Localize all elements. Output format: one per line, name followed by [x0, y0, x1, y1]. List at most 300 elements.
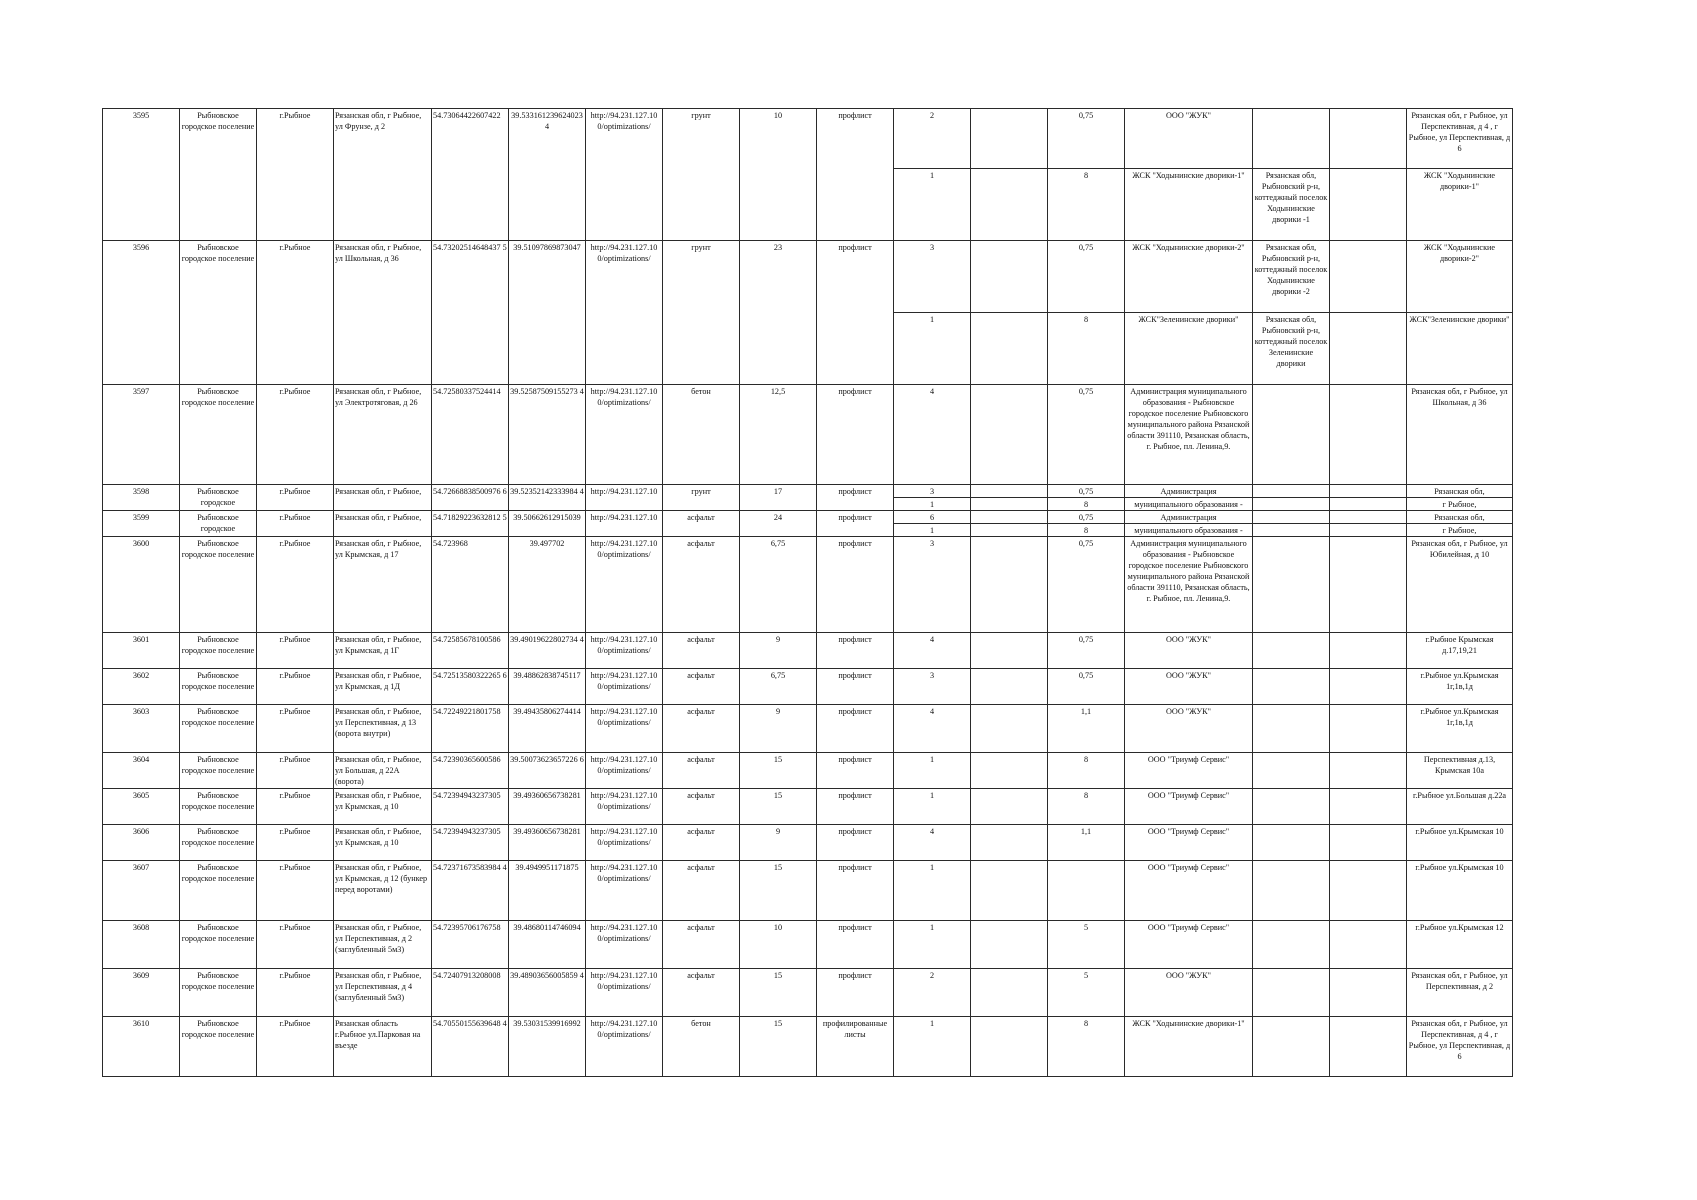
area-cell: 12,5: [740, 385, 817, 485]
table-row: [103, 861, 1513, 921]
blank-cell: [971, 921, 1048, 969]
settlement-cell: Рыбновское городское поселение: [180, 241, 257, 385]
owner-address-cell: [1253, 485, 1330, 498]
waste-sources-cell: г.Рыбное ул.Крымская 1г,1в,1д: [1407, 705, 1513, 753]
settlement-cell: Рыбновское городское поселение: [180, 825, 257, 861]
blank-cell: [1330, 1017, 1407, 1077]
surface-cell: грунт: [663, 485, 740, 511]
fence-cell: профлист: [817, 109, 894, 241]
town-cell: г.Рыбное: [257, 921, 334, 969]
address-cell: Рязанская обл, г Рыбное, ул Крымская, д 1Г: [334, 633, 432, 669]
table-row: [103, 753, 1513, 789]
area-cell: 9: [740, 633, 817, 669]
owner-address-cell: [1253, 498, 1330, 511]
blank-cell: [1330, 789, 1407, 825]
address-cell: Рязанская обл, г Рыбное, ул Крымская, д 10: [334, 789, 432, 825]
container-volume-cell: 0,75: [1048, 485, 1125, 498]
surface-cell: асфальт: [663, 921, 740, 969]
container-count-cell: 4: [894, 825, 971, 861]
waste-sources-cell: г.Рыбное ул.Большая д.22а: [1407, 789, 1513, 825]
container-volume-cell: 8: [1048, 498, 1125, 511]
waste-sources-cell: ЖСК "Ходынинские дворики-2": [1407, 241, 1513, 313]
fence-cell: профлист: [817, 537, 894, 633]
container-count-cell: 2: [894, 109, 971, 169]
table-row: [103, 241, 1513, 313]
blank-cell: [971, 313, 1048, 385]
owner-address-cell: [1253, 825, 1330, 861]
site-id-cell: 3608: [103, 921, 180, 969]
area-cell: 15: [740, 1017, 817, 1077]
latitude-cell: 54.72394943237305: [432, 789, 509, 825]
owner-address-cell: [1253, 669, 1330, 705]
owner-cell: ООО "Триумф Сервис": [1125, 789, 1253, 825]
surface-cell: асфальт: [663, 511, 740, 537]
blank-cell: [1330, 511, 1407, 524]
table-row: [103, 969, 1513, 1017]
blank-cell: [1330, 169, 1407, 241]
container-count-cell: 2: [894, 969, 971, 1017]
waste-sources-cell: ЖСК "Ходынинские дворики-1": [1407, 169, 1513, 241]
blank-cell: [971, 969, 1048, 1017]
town-cell: г.Рыбное: [257, 385, 334, 485]
container-count-cell: 3: [894, 485, 971, 498]
site-id-cell: 3606: [103, 825, 180, 861]
town-cell: г.Рыбное: [257, 485, 334, 511]
url-cell: http://94.231.127.10 0/optimizations/: [586, 921, 663, 969]
container-volume-cell: 0,75: [1048, 537, 1125, 633]
owner-cell: ООО "ЖУК": [1125, 969, 1253, 1017]
owner-address-cell: [1253, 385, 1330, 485]
url-cell: http://94.231.127.10 0/optimizations/: [586, 825, 663, 861]
latitude-cell: 54.70550155639648 4: [432, 1017, 509, 1077]
blank-cell: [1330, 537, 1407, 633]
blank-cell: [971, 1017, 1048, 1077]
latitude-cell: 54.72513580322265 6: [432, 669, 509, 705]
blank-cell: [971, 825, 1048, 861]
area-cell: 15: [740, 753, 817, 789]
surface-cell: асфальт: [663, 669, 740, 705]
blank-cell: [1330, 825, 1407, 861]
town-cell: г.Рыбное: [257, 1017, 334, 1077]
container-volume-cell: 0,75: [1048, 669, 1125, 705]
address-cell: Рязанская обл, г Рыбное, ул Крымская, д 12 (бункер перед воротами): [334, 861, 432, 921]
container-volume-cell: 0,75: [1048, 109, 1125, 169]
latitude-cell: 54.72580337524414: [432, 385, 509, 485]
latitude-cell: 54.73202514648437 5: [432, 241, 509, 385]
waste-sources-cell: Рязанская обл,: [1407, 511, 1513, 524]
blank-cell: [971, 753, 1048, 789]
longitude-cell: 39.49360656738281: [509, 789, 586, 825]
site-id-cell: 3605: [103, 789, 180, 825]
address-cell: Рязанская обл, г Рыбное, ул Перспективная, д 4 (заглубленный 5м3): [334, 969, 432, 1017]
container-count-cell: 1: [894, 861, 971, 921]
longitude-cell: 39.52587509155273 4: [509, 385, 586, 485]
fence-cell: профлист: [817, 633, 894, 669]
url-cell: http://94.231.127.10 0/optimizations/: [586, 537, 663, 633]
surface-cell: асфальт: [663, 633, 740, 669]
town-cell: г.Рыбное: [257, 109, 334, 241]
container-volume-cell: 1,1: [1048, 705, 1125, 753]
blank-cell: [971, 241, 1048, 313]
area-cell: 9: [740, 705, 817, 753]
blank-cell: [971, 524, 1048, 537]
owner-address-cell: [1253, 705, 1330, 753]
town-cell: г.Рыбное: [257, 861, 334, 921]
container-count-cell: 1: [894, 313, 971, 385]
container-count-cell: 1: [894, 921, 971, 969]
fence-cell: профлист: [817, 385, 894, 485]
settlement-cell: Рыбновское городское поселение: [180, 669, 257, 705]
settlement-cell: Рыбновское городское поселение: [180, 633, 257, 669]
site-id-cell: 3595: [103, 109, 180, 241]
waste-sources-cell: г.Рыбное ул.Крымская 1г,1в,1д: [1407, 669, 1513, 705]
site-id-cell: 3601: [103, 633, 180, 669]
fence-cell: профлист: [817, 825, 894, 861]
container-count-cell: 3: [894, 241, 971, 313]
table-body: [103, 109, 1513, 1077]
waste-sources-cell: Рязанская обл, г Рыбное, ул Перспективная, д 4 , г Рыбное, ул Перспективная, д 6: [1407, 109, 1513, 169]
waste-sources-cell: г Рыбное,: [1407, 524, 1513, 537]
longitude-cell: 39.53031539916992: [509, 1017, 586, 1077]
town-cell: г.Рыбное: [257, 705, 334, 753]
container-count-cell: 3: [894, 537, 971, 633]
address-cell: Рязанская обл, г Рыбное, ул Фрунзе, д 2: [334, 109, 432, 241]
table-row: [103, 825, 1513, 861]
container-count-cell: 1: [894, 1017, 971, 1077]
container-count-cell: 4: [894, 705, 971, 753]
url-cell: http://94.231.127.10: [586, 485, 663, 511]
url-cell: http://94.231.127.10 0/optimizations/: [586, 633, 663, 669]
address-cell: Рязанская обл, г Рыбное,: [334, 485, 432, 511]
blank-cell: [971, 633, 1048, 669]
longitude-cell: 39.48862838745117: [509, 669, 586, 705]
owner-address-cell: Рязанская обл, Рыбновский р-н, коттеджный поселок Зеленинские дворики: [1253, 313, 1330, 385]
owner-cell: ЖСК "Ходынинские дворики-1": [1125, 169, 1253, 241]
area-cell: 24: [740, 511, 817, 537]
waste-sources-cell: Рязанская обл, г Рыбное, ул Перспективная, д 4 , г Рыбное, ул Перспективная, д 6: [1407, 1017, 1513, 1077]
url-cell: http://94.231.127.10 0/optimizations/: [586, 969, 663, 1017]
container-volume-cell: 0,75: [1048, 511, 1125, 524]
waste-sources-cell: ЖСК"Зеленинские дворики": [1407, 313, 1513, 385]
longitude-cell: 39.4949951171875: [509, 861, 586, 921]
latitude-cell: 54.71829223632812 5: [432, 511, 509, 537]
waste-sources-cell: Рязанская обл, г Рыбное, ул Юбилейная, д 10: [1407, 537, 1513, 633]
settlement-cell: Рыбновское городское поселение: [180, 537, 257, 633]
fence-cell: профлист: [817, 241, 894, 385]
owner-address-cell: [1253, 537, 1330, 633]
site-id-cell: 3603: [103, 705, 180, 753]
fence-cell: профлист: [817, 861, 894, 921]
blank-cell: [971, 789, 1048, 825]
owner-address-cell: [1253, 633, 1330, 669]
blank-cell: [1330, 861, 1407, 921]
latitude-cell: 54.72407913208008: [432, 969, 509, 1017]
address-cell: Рязанская обл, г Рыбное, ул Перспективная, д 13 (ворота внутри): [334, 705, 432, 753]
latitude-cell: 54.72585678100586: [432, 633, 509, 669]
surface-cell: асфальт: [663, 537, 740, 633]
fence-cell: профлист: [817, 753, 894, 789]
blank-cell: [971, 109, 1048, 169]
owner-address-cell: [1253, 109, 1330, 169]
latitude-cell: 54.723968: [432, 537, 509, 633]
longitude-cell: 39.52352142333984 4: [509, 485, 586, 511]
town-cell: г.Рыбное: [257, 825, 334, 861]
waste-sources-cell: г.Рыбное ул.Крымская 12: [1407, 921, 1513, 969]
owner-cell: муниципального образования -: [1125, 498, 1253, 511]
settlement-cell: Рыбновское городское: [180, 485, 257, 511]
owner-address-cell: Рязанская обл, Рыбновский р-н, коттеджный поселок Ходынинские дворики -2: [1253, 241, 1330, 313]
site-id-cell: 3597: [103, 385, 180, 485]
site-id-cell: 3602: [103, 669, 180, 705]
url-cell: http://94.231.127.10 0/optimizations/: [586, 1017, 663, 1077]
blank-cell: [1330, 385, 1407, 485]
url-cell: http://94.231.127.10 0/optimizations/: [586, 109, 663, 241]
url-cell: http://94.231.127.10: [586, 511, 663, 537]
waste-sources-cell: Перспективная д.13, Крымская 10а: [1407, 753, 1513, 789]
address-cell: Рязанская обл, г Рыбное, ул Электротяговая, д 26: [334, 385, 432, 485]
waste-sources-cell: Рязанская обл,: [1407, 485, 1513, 498]
site-id-cell: 3596: [103, 241, 180, 385]
surface-cell: асфальт: [663, 969, 740, 1017]
owner-address-cell: [1253, 1017, 1330, 1077]
settlement-cell: Рыбновское городское поселение: [180, 969, 257, 1017]
fence-cell: профлист: [817, 921, 894, 969]
site-id-cell: 3604: [103, 753, 180, 789]
owner-address-cell: [1253, 753, 1330, 789]
url-cell: http://94.231.127.10 0/optimizations/: [586, 789, 663, 825]
url-cell: http://94.231.127.10 0/optimizations/: [586, 669, 663, 705]
blank-cell: [971, 169, 1048, 241]
blank-cell: [1330, 485, 1407, 498]
longitude-cell: 39.48680114746094: [509, 921, 586, 969]
address-cell: Рязанская область г.Рыбное ул.Парковая на въезде: [334, 1017, 432, 1077]
container-volume-cell: 8: [1048, 1017, 1125, 1077]
address-cell: Рязанская обл, г Рыбное, ул Крымская, д 1Д: [334, 669, 432, 705]
owner-cell: Администрация: [1125, 485, 1253, 498]
longitude-cell: 39.49019622802734 4: [509, 633, 586, 669]
fence-cell: профлист: [817, 789, 894, 825]
blank-cell: [1330, 753, 1407, 789]
owner-cell: ООО "Триумф Сервис": [1125, 921, 1253, 969]
latitude-cell: 54.72668838500976 6: [432, 485, 509, 511]
latitude-cell: 54.72394943237305: [432, 825, 509, 861]
area-cell: 6,75: [740, 537, 817, 633]
town-cell: г.Рыбное: [257, 969, 334, 1017]
table-row: [103, 511, 1513, 524]
address-cell: Рязанская обл, г Рыбное,: [334, 511, 432, 537]
longitude-cell: 39.51097869873047: [509, 241, 586, 385]
blank-cell: [1330, 705, 1407, 753]
table-row: [103, 485, 1513, 498]
town-cell: г.Рыбное: [257, 753, 334, 789]
site-id-cell: 3609: [103, 969, 180, 1017]
area-cell: 15: [740, 789, 817, 825]
owner-cell: ООО "ЖУК": [1125, 705, 1253, 753]
url-cell: http://94.231.127.10 0/optimizations/: [586, 241, 663, 385]
latitude-cell: 54.72395706176758: [432, 921, 509, 969]
table-row: [103, 633, 1513, 669]
longitude-cell: 39.49360656738281: [509, 825, 586, 861]
owner-cell: Администрация муниципального образования - Рыбновское городское поселение Рыбновского муниципального района Рязанской области 391110, Рязанская область, г. Рыбное, пл. Ленина,9.: [1125, 537, 1253, 633]
waste-sources-cell: Рязанская обл, г Рыбное, ул Перспективная, д 2: [1407, 969, 1513, 1017]
area-cell: 15: [740, 969, 817, 1017]
owner-address-cell: [1253, 789, 1330, 825]
table-row: [103, 921, 1513, 969]
site-id-cell: 3599: [103, 511, 180, 537]
blank-cell: [1330, 669, 1407, 705]
site-id-cell: 3600: [103, 537, 180, 633]
table-row: [103, 669, 1513, 705]
container-volume-cell: [1048, 861, 1125, 921]
waste-sites-table: [102, 108, 1513, 1077]
container-volume-cell: 5: [1048, 921, 1125, 969]
owner-cell: ЖСК "Ходынинские дворики-1": [1125, 1017, 1253, 1077]
blank-cell: [971, 669, 1048, 705]
fence-cell: профлист: [817, 669, 894, 705]
address-cell: Рязанская обл, г Рыбное, ул Крымская, д 17: [334, 537, 432, 633]
container-volume-cell: 1,1: [1048, 825, 1125, 861]
surface-cell: асфальт: [663, 705, 740, 753]
blank-cell: [1330, 109, 1407, 169]
fence-cell: профлист: [817, 705, 894, 753]
surface-cell: асфальт: [663, 825, 740, 861]
waste-sources-cell: Рязанская обл, г Рыбное, ул Школьная, д 36: [1407, 385, 1513, 485]
owner-cell: ООО "ЖУК": [1125, 669, 1253, 705]
container-count-cell: 1: [894, 524, 971, 537]
address-cell: Рязанская обл, г Рыбное, ул Перспективная, д 2 (заглубленный 5м3): [334, 921, 432, 969]
blank-cell: [1330, 633, 1407, 669]
owner-address-cell: [1253, 524, 1330, 537]
blank-cell: [1330, 969, 1407, 1017]
container-volume-cell: 0,75: [1048, 241, 1125, 313]
container-volume-cell: 8: [1048, 169, 1125, 241]
container-count-cell: 1: [894, 789, 971, 825]
settlement-cell: Рыбновское городское поселение: [180, 705, 257, 753]
url-cell: http://94.231.127.10 0/optimizations/: [586, 705, 663, 753]
area-cell: 15: [740, 861, 817, 921]
container-count-cell: 6: [894, 511, 971, 524]
town-cell: г.Рыбное: [257, 669, 334, 705]
table-row: [103, 789, 1513, 825]
surface-cell: бетон: [663, 385, 740, 485]
owner-cell: Администрация: [1125, 511, 1253, 524]
owner-cell: ЖСК "Ходынинские дворики-2": [1125, 241, 1253, 313]
owner-address-cell: [1253, 921, 1330, 969]
container-volume-cell: 8: [1048, 313, 1125, 385]
container-volume-cell: 8: [1048, 789, 1125, 825]
container-count-cell: 4: [894, 385, 971, 485]
settlement-cell: Рыбновское городское поселение: [180, 789, 257, 825]
container-count-cell: 4: [894, 633, 971, 669]
town-cell: г.Рыбное: [257, 241, 334, 385]
surface-cell: грунт: [663, 109, 740, 241]
settlement-cell: Рыбновское городское поселение: [180, 753, 257, 789]
owner-cell: ООО "Триумф Сервис": [1125, 861, 1253, 921]
table-row: [103, 705, 1513, 753]
container-count-cell: 1: [894, 169, 971, 241]
longitude-cell: 39.533161239624023 4: [509, 109, 586, 241]
fence-cell: профлист: [817, 511, 894, 537]
blank-cell: [1330, 498, 1407, 511]
surface-cell: асфальт: [663, 789, 740, 825]
address-cell: Рязанская обл, г Рыбное, ул Большая, д 22А (ворота): [334, 753, 432, 789]
container-volume-cell: 8: [1048, 753, 1125, 789]
area-cell: 10: [740, 921, 817, 969]
area-cell: 23: [740, 241, 817, 385]
owner-cell: ООО "Триумф Сервис": [1125, 825, 1253, 861]
blank-cell: [971, 511, 1048, 524]
surface-cell: асфальт: [663, 753, 740, 789]
address-cell: Рязанская обл, г Рыбное, ул Крымская, д 10: [334, 825, 432, 861]
blank-cell: [971, 705, 1048, 753]
settlement-cell: Рыбновское городское поселение: [180, 109, 257, 241]
owner-address-cell: [1253, 861, 1330, 921]
fence-cell: профлист: [817, 969, 894, 1017]
fence-cell: профлист: [817, 485, 894, 511]
blank-cell: [1330, 241, 1407, 313]
waste-sources-cell: г.Рыбное ул.Крымская 10: [1407, 825, 1513, 861]
url-cell: http://94.231.127.10 0/optimizations/: [586, 385, 663, 485]
site-id-cell: 3598: [103, 485, 180, 511]
owner-address-cell: [1253, 969, 1330, 1017]
area-cell: 17: [740, 485, 817, 511]
owner-address-cell: Рязанская обл, Рыбновский р-н, коттеджный поселок Ходынинские дворики -1: [1253, 169, 1330, 241]
waste-sources-cell: г.Рыбное ул.Крымская 10: [1407, 861, 1513, 921]
longitude-cell: 39.50662612915039: [509, 511, 586, 537]
container-volume-cell: 0,75: [1048, 385, 1125, 485]
site-id-cell: 3607: [103, 861, 180, 921]
town-cell: г.Рыбное: [257, 537, 334, 633]
table-row: [103, 1017, 1513, 1077]
owner-cell: ООО "Триумф Сервис": [1125, 753, 1253, 789]
town-cell: г.Рыбное: [257, 789, 334, 825]
surface-cell: грунт: [663, 241, 740, 385]
url-cell: http://94.231.127.10 0/optimizations/: [586, 861, 663, 921]
table-row: [103, 109, 1513, 169]
settlement-cell: Рыбновское городское поселение: [180, 921, 257, 969]
site-id-cell: 3610: [103, 1017, 180, 1077]
latitude-cell: 54.73064422607422: [432, 109, 509, 241]
owner-cell: ООО "ЖУК": [1125, 109, 1253, 169]
table-row: [103, 385, 1513, 485]
town-cell: г.Рыбное: [257, 633, 334, 669]
url-cell: http://94.231.127.10 0/optimizations/: [586, 753, 663, 789]
blank-cell: [1330, 313, 1407, 385]
area-cell: 9: [740, 825, 817, 861]
area-cell: 6,75: [740, 669, 817, 705]
surface-cell: бетон: [663, 1017, 740, 1077]
owner-address-cell: [1253, 511, 1330, 524]
owner-cell: Администрация муниципального образования - Рыбновское городское поселение Рыбновского муниципального района Рязанской области 391110, Рязанская область, г. Рыбное, пл. Ленина,9.: [1125, 385, 1253, 485]
blank-cell: [971, 861, 1048, 921]
surface-cell: асфальт: [663, 861, 740, 921]
longitude-cell: 39.50073623657226 6: [509, 753, 586, 789]
container-count-cell: 1: [894, 498, 971, 511]
container-volume-cell: 8: [1048, 524, 1125, 537]
blank-cell: [971, 537, 1048, 633]
longitude-cell: 39.49435806274414: [509, 705, 586, 753]
latitude-cell: 54.72390365600586: [432, 753, 509, 789]
owner-cell: ЖСК"Зеленинские дворики": [1125, 313, 1253, 385]
container-volume-cell: 0,75: [1048, 633, 1125, 669]
fence-cell: профилированные листы: [817, 1017, 894, 1077]
area-cell: 10: [740, 109, 817, 241]
blank-cell: [971, 485, 1048, 498]
longitude-cell: 39.48903656005859 4: [509, 969, 586, 1017]
owner-cell: муниципального образования -: [1125, 524, 1253, 537]
waste-sources-cell: г.Рыбное Крымская д.17,19,21: [1407, 633, 1513, 669]
container-volume-cell: 5: [1048, 969, 1125, 1017]
